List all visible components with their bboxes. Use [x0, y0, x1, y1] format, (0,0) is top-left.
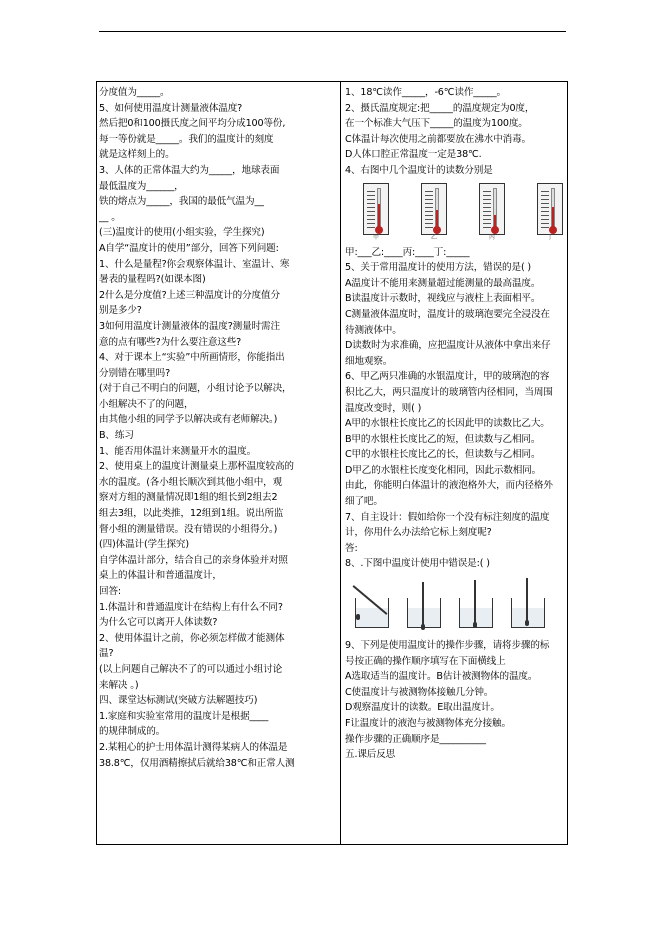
- text-line: 督小组的测量错误。没有错误的小组得分。): [99, 523, 278, 535]
- thermometer-icon: [363, 183, 389, 235]
- text-line: C测量液体温度时，温度计的玻璃泡要完全浸没在: [345, 308, 550, 320]
- thermometer-icon: [421, 183, 447, 235]
- thermometer-label: 丙: [488, 233, 495, 241]
- text-line: B读温度计示数时，视线应与液柱上表面相平。: [345, 293, 541, 305]
- text-line: 由其他小组的同学予以解决或有老师解决。): [99, 414, 278, 426]
- worksheet-table: [96, 81, 568, 845]
- thermometer-icon: [479, 183, 505, 235]
- text-line: 为什么它可以离开人体读数?: [99, 617, 218, 629]
- text-line: 1、能否用体温计来测量开水的温度。: [99, 445, 257, 457]
- thermometer-bulb-icon: [525, 620, 529, 626]
- text-line: 细地观察。: [345, 355, 393, 367]
- text-line: A温度计不能用来测量超过能测量的最高温度。: [345, 277, 541, 289]
- thermometer-readings-figure: [345, 181, 567, 243]
- text-line: 暑表的量程吗?(如课本图): [99, 274, 206, 286]
- text-line: C甲的水银柱长度比乙的长，但读数与乙相同。: [345, 449, 541, 461]
- text-line: 操作步骤的正确顺序是__________: [345, 733, 486, 745]
- thermometer-rod-icon: [474, 580, 476, 624]
- text-line: 3、人体的正常体温大约为_____，地球表面: [99, 164, 280, 176]
- thermometer-rod-icon: [526, 578, 528, 622]
- text-line: (以上问题自己解决不了的可以通过小组讨论: [99, 663, 283, 675]
- text-line: 计，你用什么办法给它标上刻度呢?: [345, 527, 492, 539]
- thermometer-icon: [537, 183, 563, 235]
- text-line: 分度值为_____。: [99, 87, 170, 98]
- thermometer-rod-icon: [422, 582, 424, 626]
- text-line: 1、18℃读作_____，-6℃读作_____。: [345, 87, 506, 98]
- text-line: (四)体温计(学生探究): [99, 539, 189, 551]
- text-line: 号按正确的操作顺序填写在下面横线上: [345, 655, 506, 667]
- text-line: D人体口腔正常温度一定是38℃.: [345, 149, 482, 161]
- text-line: 来解决 。): [99, 679, 139, 691]
- text-line: 3如何用温度计测量液体的温度?测量时需注: [99, 320, 280, 332]
- text-line: 积比乙大，两只温度计的玻璃管内径相同，当周围: [345, 386, 553, 398]
- text-line: 细了吧。: [345, 496, 383, 508]
- text-line: 5、关于常用温度计的使用方法，错误的是( ): [345, 262, 532, 274]
- text-line: 五.课后反思: [345, 749, 396, 761]
- text-line: 2、使用体温计之前，你必须怎样做才能测体: [99, 632, 285, 644]
- text-line: 2什么是分度值?上述三种温度计的分度值分: [99, 289, 280, 301]
- text-line: C体温计每次使用之前都要放在沸水中消毒。: [345, 133, 531, 145]
- text-line: A选取适当的温度计。B估计被测物体的温度。: [345, 671, 538, 683]
- text-line: 小组解决不了的问题，: [99, 398, 194, 410]
- text-line: D甲乙的水银柱长度变化相同，因此示数相同。: [345, 464, 542, 476]
- text-line: B甲的水银柱长度比乙的短，但读数与乙相同。: [345, 433, 541, 445]
- text-line: 自学体温计部分，结合自己的亲身体验并对照: [99, 554, 288, 566]
- text-line: 最低温度为______，: [99, 180, 184, 192]
- text-line: C使温度计与被测物体接触几分钟。: [345, 686, 494, 698]
- text-line: A甲的水银柱长度比乙的长因此甲的读数比乙大。: [345, 418, 550, 430]
- text-line: 四、课堂达标测试(突破方法解题技巧): [99, 695, 258, 707]
- text-line: 1.体温计和普通温度计在结构上有什么不同?: [99, 601, 283, 613]
- text-line: 意的点有哪些?为什么要注意这些?: [99, 336, 242, 348]
- text-line: 答:: [345, 542, 358, 554]
- text-line: 的规律制成的。: [99, 726, 166, 738]
- column-divider: [340, 82, 341, 844]
- text-line: 2、使用桌上的温度计测量桌上那杯温度较高的: [99, 461, 294, 473]
- left-column: [99, 85, 337, 771]
- thermometer-bulb-icon: [473, 622, 477, 628]
- text-line: 7、自主设计：假如给你一个没有标注刻度的温度: [345, 511, 550, 523]
- thermometer-label: 丁: [546, 233, 553, 241]
- text-line: A自学“温度计的使用”部分，回答下列问题:: [99, 242, 279, 254]
- text-line: 4、对于课本上“实验”中所画情形，你能指出: [99, 352, 285, 364]
- text-line: 就是这样刻上的。: [99, 149, 175, 161]
- text-line: 水的温度。(各小组长顺次到其他小组中，观: [99, 476, 283, 488]
- text-line: 待测液体中。: [345, 324, 402, 336]
- text-line: B、练习: [99, 430, 134, 442]
- text-line: 然后把0和100摄氏度之间平均分成100等份,: [99, 118, 286, 130]
- thermometer-label: 乙: [430, 233, 437, 241]
- text-line: 4、右图中几个温度计的读数分别是: [345, 164, 493, 176]
- text-line: 铁的熔点为_____，我国的最低气温为__: [99, 196, 264, 208]
- thermometer-usage-figure: [345, 574, 567, 634]
- text-line: 回答:: [99, 586, 121, 597]
- text-line: 每一等份就是_____。我们的温度计的刻度: [99, 133, 274, 145]
- thermometer-label: 甲: [372, 233, 379, 241]
- text-line: F让温度计的液泡与被测物体充分接触。: [345, 718, 511, 729]
- text-line: 察对方组的测量情况即1组的组长到2组去2: [99, 492, 278, 504]
- text-line: D读数时为求准确，应把温度计从液体中拿出来仔: [345, 340, 551, 352]
- right-column: [345, 85, 567, 763]
- text-line: 2、摄氏温度规定:把_____的温度规定为0度，: [345, 102, 535, 114]
- text-line: 8、.下图中温度计使用中错误是:( ): [345, 558, 490, 570]
- text-line: 温度改变时，则( ): [345, 402, 422, 414]
- text-line: 5、如何使用温度计测量液体温度?: [99, 102, 243, 114]
- thermometer-bulb-icon: [421, 624, 425, 630]
- text-line: 2.某粗心的护士用体温计测得某病人的体温是: [99, 741, 288, 753]
- text-line: 38.8℃，仅用酒精擦拭后就给38℃和正常人测: [99, 757, 295, 769]
- text-line: 1.家庭和实验室常用的温度计是根据____: [99, 710, 269, 722]
- text-line: 温?: [99, 648, 114, 660]
- text-line: 6、甲乙两只准确的水银温度计，甲的玻璃泡的容: [345, 371, 550, 383]
- text-line: __ 。: [99, 211, 121, 223]
- thermometer-bulb-icon: [356, 614, 360, 620]
- text-line: 组去3组，以此类推，12组到1组。说出所监: [99, 508, 284, 520]
- text-line: (三)温度计的使用(小组实验，学生探究): [99, 227, 265, 239]
- text-line: D观察温度计的读数。E取出温度计。: [345, 702, 500, 714]
- text-line: 1、什么是量程?你会观察体温计、室温计、寒: [99, 258, 290, 270]
- text-line: 桌上的体温计和普通温度计，: [99, 570, 222, 582]
- header-rule: [99, 31, 566, 32]
- text-line: 在一个标准大气压下_____的温度为100度。: [345, 118, 528, 130]
- text-line: 9、下列是使用温度计的操作步骤，请将步骤的标: [345, 640, 550, 652]
- text-line: 别是多少?: [99, 305, 142, 317]
- text-line: 甲:___乙:____丙:____丁:_____: [345, 246, 470, 258]
- text-line: 分别错在哪里吗?: [99, 367, 171, 379]
- text-line: (对于自己不明白的问题，小组讨论予以解决，: [99, 383, 292, 395]
- text-line: 由此，你能明白体温计的液泡格外大，而内径格外: [345, 480, 553, 492]
